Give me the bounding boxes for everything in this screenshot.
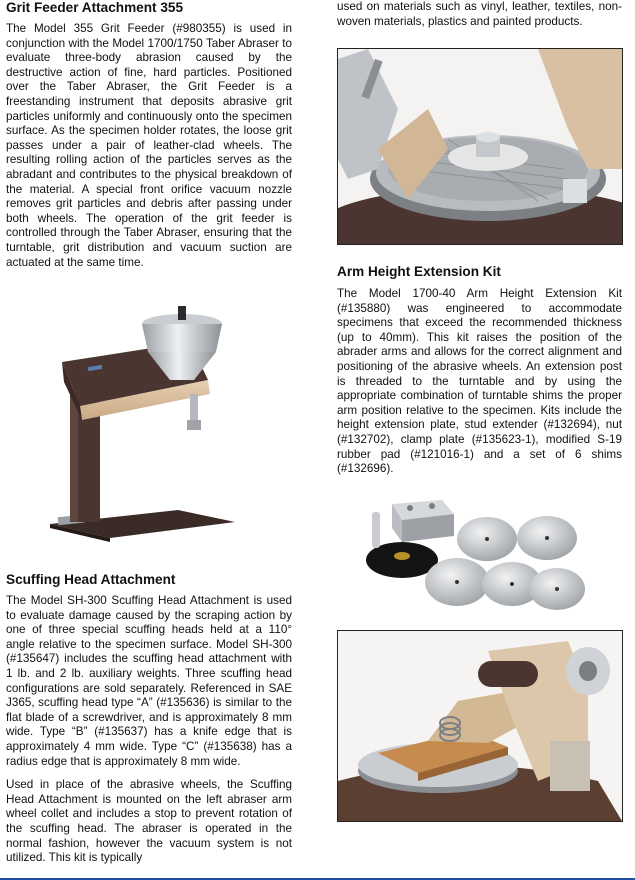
arm-height-section — [337, 264, 622, 477]
grit-feeder-body: The Model 355 Grit Feeder (#980355) is used in conjunction with the Model 1700/1750 Taber Abraser to evaluate three-body abrasion caused by the destructive action of fine, hard particles. Positioned over the Taber Abraser, the Grit Feeder is a freestanding instrument that deposits abrasive grit particles uniformly and continuously onto the specimen surface. As the specimen holder rotates, the loose grit passes under a pair of leather-clad wheels. The resulting rolling action of the particles serves as the abradant and contributes to the physical breakdown of the material. A special front orifice vacuum nozzle removes grit particles and debris after passing under both wheels. The operation of the grit feeder is controlled through the Taber Abraser, ensuring that the turntable, grit distribution and vacuum suction are actuated at the same time. — [6, 22, 292, 269]
scuffing-head-body-1: The Model SH-300 Scuffing Head Attachment is used to evaluate damage caused by the scraping action by one of three special scuffing heads held at a 110° angle relative to the specimen surface. Model SH-300 (#135647) includes the scuffing head attachment with 1 lb. and 2 lb. auxiliary weights. Three scuffing head configurations are sold separately. Referenced in SAE J365, scuffing head type “A” (#135636) is similar to the flat blade of a screwdriver, and is approximately 8 mm wide. Type “B” (#135637) has a knife edge that is approximately 4 mm wide. Type “C” (#135638) has a radius edge that is approximately 8 mm wide. — [6, 594, 292, 768]
grit-feeder-photo — [40, 302, 240, 542]
abraser-wheels-photo — [337, 48, 623, 245]
grit-feeder-title: Grit Feeder Attachment 355 — [6, 0, 184, 15]
scuffing-head-title: Scuffing Head Attachment — [6, 572, 176, 587]
scuffing-head-photo — [337, 630, 623, 822]
continuation-body: used on materials such as vinyl, leather, textiles, non-woven materials, plastics and painted products. — [337, 0, 622, 28]
scuffing-head-section — [6, 572, 292, 866]
scuffing-head-body-2: Used in place of the abrasive wheels, the Scuffing Head Attachment is mounted on the left abraser arm wheel collet and includes a stop to prevent rotation of the scuffing head. The abraser is operated in the normal fashion, however the vacuum system is not utilized. This kit is typically — [6, 778, 292, 865]
continuation-section — [337, 0, 622, 29]
grit-feeder-section — [6, 0, 292, 270]
arm-height-title: Arm Height Extension Kit — [337, 264, 501, 279]
extension-kit-photo — [362, 494, 587, 614]
arm-height-body: The Model 1700-40 Arm Height Extension Kit (#135880) was engineered to accommodate specimens that exceed the recommended thickness (up to 40mm). This kit raises the position of the abrader arms and allows for the correct alignment and positioning of the abrasive wheels. An extension post is threaded to the turntable and by using the appropriate combination of turntable shims the proper arm position relative to the specimen. Kits include the height extension plate, stud extender (#132694), nut (#132702), clamp plate (#135623-1), modified S-19 rubber pad (#121016-1) and a set of 6 shims (#132696). — [337, 287, 622, 476]
